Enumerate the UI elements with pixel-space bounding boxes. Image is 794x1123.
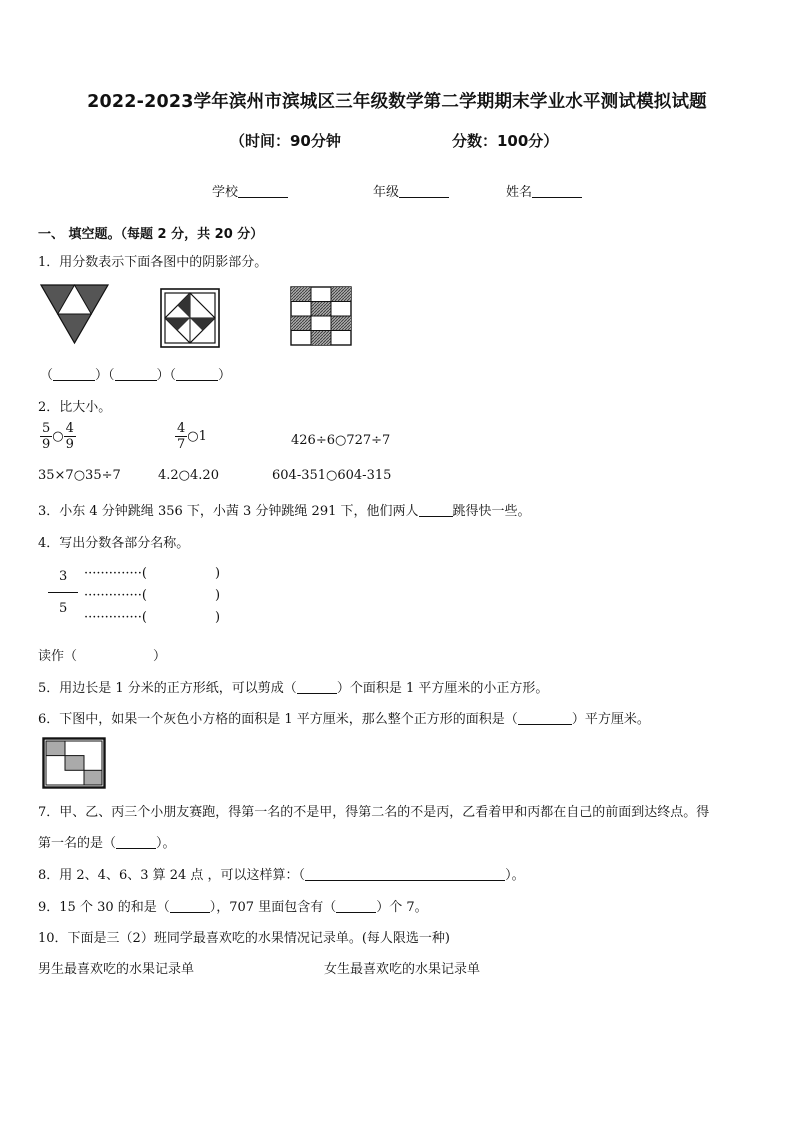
q4-row-numerator: ··············( ) [84, 566, 221, 581]
grade-label: 年级 [373, 185, 400, 200]
compare-circle[interactable]: ○ [52, 429, 64, 444]
exam-score: 分数：100分） [452, 132, 559, 150]
question-7: 7．甲、乙、丙三个小朋友赛跑，得第一名的不是甲，得第二名的不是丙，乙看着甲和丙都在自己的前面到达终点。得 [38, 805, 710, 820]
q1-blank-2[interactable] [115, 368, 157, 381]
question-4: 4．写出分数各部分名称。 [38, 536, 190, 551]
girls-record-title: 女生最喜欢吃的水果记录单 [324, 962, 481, 977]
q5-blank[interactable] [297, 681, 337, 694]
grade-blank[interactable] [399, 185, 449, 198]
figure-triangle [40, 283, 110, 345]
section-label: 一、 填空题。 [38, 227, 121, 242]
fraction-4-7: $\frac{4}{7}$ [177, 421, 186, 452]
figure-gray-squares [42, 737, 106, 789]
page-title: 2022-2023学年滨州市滨城区三年级数学第二学期期末学业水平测试模拟试题 [87, 92, 707, 112]
q2-compare-3[interactable]: 426÷6○727÷7 [291, 433, 391, 448]
school-field [212, 181, 288, 200]
grade-field [373, 181, 449, 200]
school-blank[interactable] [238, 185, 288, 198]
section-heading [38, 223, 263, 242]
exam-time: （时间：90分钟 [230, 132, 341, 150]
school-label: 学校 [212, 185, 239, 200]
fraction-bar [48, 592, 78, 593]
question-1: 1．用分数表示下面各图中的阴影部分。 [38, 255, 268, 270]
name-blank[interactable] [532, 185, 582, 198]
q2-compare-6[interactable]: 604-351○604-315 [272, 468, 392, 483]
question-5: 5．用边长是 1 分米的正方形纸，可以剪成（ ）个面积是 1 平方厘米的小正方形。 [38, 681, 549, 696]
fraction-5-9: $\frac{5}{9}$ [42, 421, 51, 452]
question-3: 3．小东 4 分钟跳绳 356 下，小茜 3 分钟跳绳 291 下，他们两人 跳得快一些。 [38, 504, 531, 519]
q2-compare-1 [40, 421, 76, 452]
q4-row-bar: ··············( ) [84, 588, 221, 603]
question-2: 2．比大小。 [38, 400, 112, 415]
q8-blank[interactable] [305, 868, 505, 881]
section-note: （每题 2 分，共 20 分） [120, 227, 264, 242]
q2-compare-2: $\frac{4}{7}$ ○1 [177, 421, 207, 452]
q2-compare-4[interactable]: 35×7○35÷7 [38, 468, 121, 483]
q1-blank-3[interactable] [176, 368, 218, 381]
q6-blank[interactable] [518, 712, 572, 725]
question-8: 8．用 2、4、6、3 算 24 点 ，可以这样算：（ ）。 [38, 868, 525, 883]
q7-blank[interactable] [116, 836, 156, 849]
name-field [506, 181, 582, 200]
fraction-denominator: 5 [59, 601, 68, 616]
boys-record-title: 男生最喜欢吃的水果记录单 [38, 962, 195, 977]
figure-grid-squares [290, 286, 352, 346]
question-7-line2: 第一名的是（ ）。 [38, 836, 176, 851]
figure-square-diamond [160, 288, 220, 348]
name-label: 姓名 [506, 185, 533, 200]
question-6: 6．下图中，如果一个灰色小方格的面积是 1 平方厘米，那么整个正方形的面积是（ ）平方厘米。 [38, 712, 650, 727]
fraction-4-9: $\frac{4}{9}$ [65, 421, 74, 452]
q4-read-as: 读作（ ） [38, 649, 167, 664]
q1-blank-1[interactable] [53, 368, 95, 381]
q4-row-denominator: ··············( ) [84, 610, 221, 625]
q9-blank-1[interactable] [170, 900, 210, 913]
fraction-numerator: 3 [59, 569, 68, 584]
question-10: 10．下面是三（2）班同学最喜欢吃的水果情况记录单。(每人限选一种) [38, 931, 450, 946]
q2-compare-5[interactable]: 4.2○4.20 [158, 468, 219, 483]
q9-blank-2[interactable] [336, 900, 376, 913]
q1-answers: （ ）（ ）（ ） [40, 368, 232, 383]
q3-blank[interactable] [419, 504, 453, 517]
question-9: 9．15 个 30 的和是（ ），707 里面包含有（ ）个 7。 [38, 900, 428, 915]
